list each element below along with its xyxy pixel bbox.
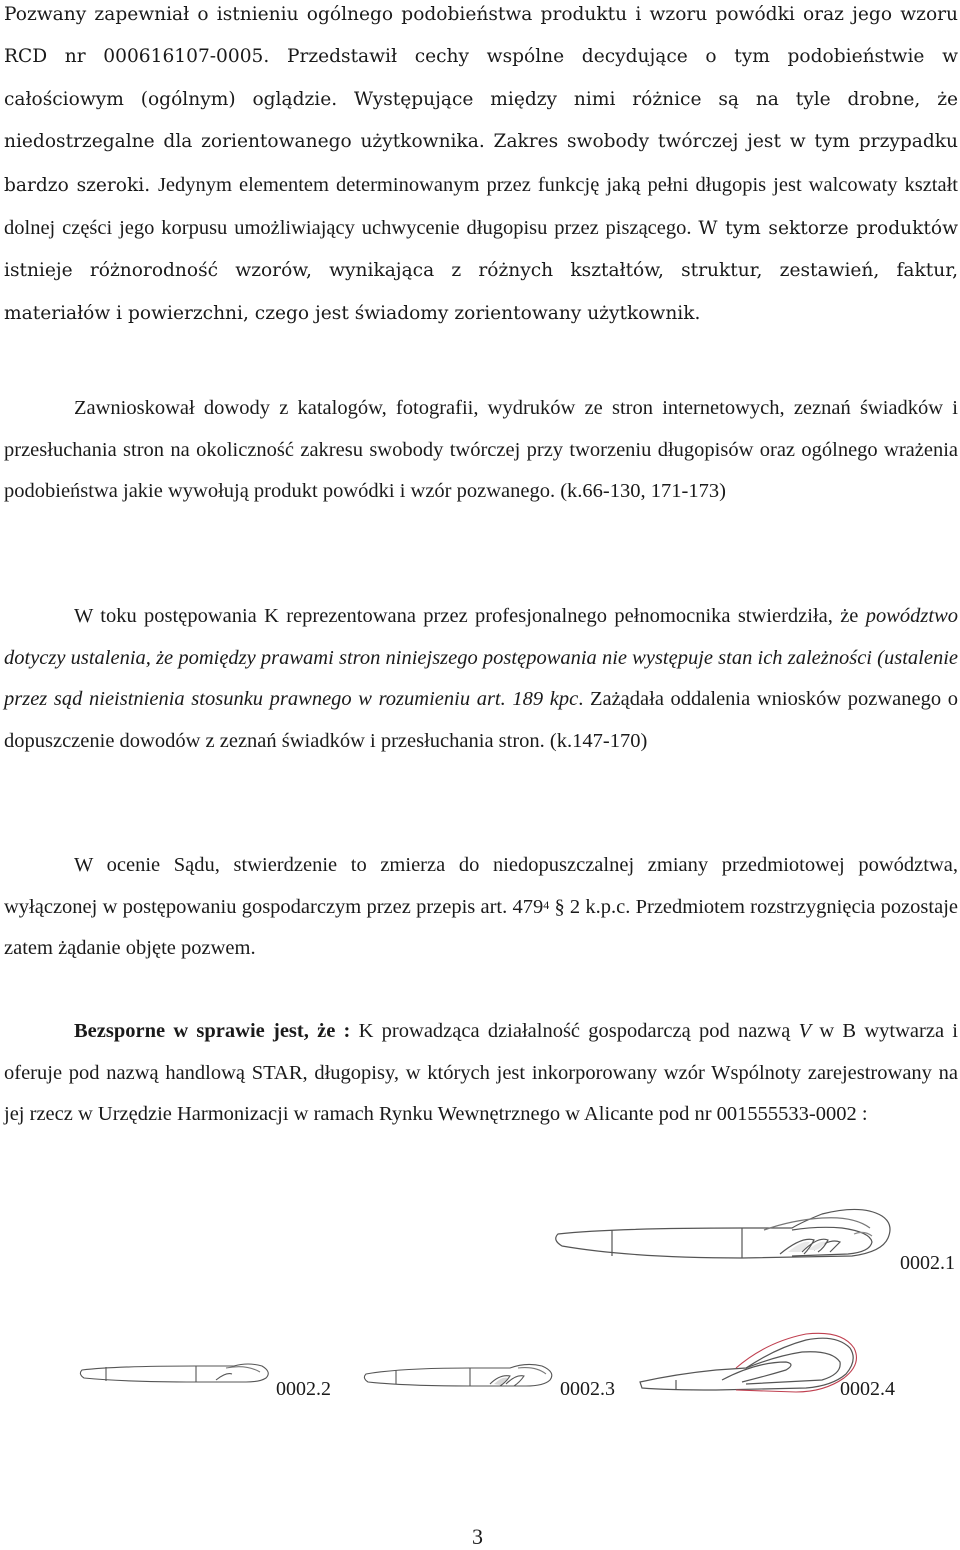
italic-name: V — [798, 1020, 812, 1042]
paragraph-part: W toku postępowania K reprezentowana przez profesjonalnego pełnomocnika stwierdziła, że — [74, 605, 866, 627]
figure-label: 0002.4 — [840, 1378, 895, 1400]
paragraph-part: W tym sektorze produktów istnieje różnorodność wzorów, wynikająca z różnych kształtów, struktur, zestawień, faktur, materiałów i powierzchni, czego jest świadomy zorientowany użytkownik. — [4, 218, 958, 324]
paragraph-part: w B wytwarza i oferuje pod nazwą handlową STAR, długopisy, w których jest inkorporowany wzór Wspólnoty zarejestrowany na jej rzecz w Urzędzie Harmonizacji w ramach Rynku Wewnętrznego w Alicante pod nr 001555533-0002 : — [4, 1020, 958, 1125]
superscript: 4 — [543, 897, 550, 912]
pen-drawing-0002-3 — [360, 1356, 560, 1396]
pen-drawing-0002-1 — [552, 1200, 932, 1292]
paragraph-part: . Zażądała oddalenia wniosków pozwanego o dopuszczenie dowodów z zeznań świadków i przesłuchania stron. (k.147-170) — [4, 688, 958, 752]
paragraph-part: K prowadząca działalność gospodarczą pod nazwą — [350, 1020, 799, 1042]
paragraph-defendant-claims — [4, 0, 958, 335]
figure-label: 0002.2 — [276, 1378, 331, 1400]
paragraph-part: Pozwany zapewniał o istnieniu ogólnego podobieństwa produktu i wzoru powódki oraz jego wzoru RCD nr 000616107-0005. Przedstawił cechy wspólne decydujące o tym podobieństwie w całościowym (ogólnym) oglądzie. Występujące między nimi różnice są na tyle drobne, że niedostrzegalne dla zorientowanego użytkownika. Zakres swobody twórczej jest w tym przypadku bardzo szeroki. — [4, 4, 958, 196]
pen-drawing-0002-2 — [76, 1356, 276, 1390]
paragraph-court-assessment — [4, 845, 958, 970]
paragraph-part: § 2 k.p.c. Przedmiotem rozstrzygnięcia pozostaje zatem żądanie objęte pozwem. — [4, 895, 958, 959]
paragraph-plaintiff-position — [4, 596, 958, 762]
italic-quote: powództwo dotyczy ustalenia, że pomiędzy prawami stron niniejszego postępowania nie występuje stan ich zależności (ustalenie przez sąd nieistnienia stosunku prawnego w rozumieniu art. 189 kpc — [4, 605, 958, 710]
bold-lead: Bezsporne w sprawie jest, że : — [74, 1020, 351, 1042]
page-number: 3 — [472, 1524, 483, 1549]
figure-label: 0002.1 — [900, 1252, 955, 1274]
pen-drawing-0002-4 — [636, 1318, 862, 1400]
paragraph-part: Jedynym elementem determinowanym przez funkcję jaką pełni długopis jest walcowaty kształt dolnej części jego korpusu umożliwiający uchwycenie długopisu przez piszącego. — [4, 173, 958, 240]
paragraph-evidence-motion: Zawnioskował dowody z katalogów, fotografii, wydruków ze stron internetowych, zeznań świadków i przesłuchania stron na okoliczność zakresu swobody twórczej przy tworzeniu długopisów oraz ogólnego wrażenia podobieństwa jakie wywołują produkt powódki i wzór pozwanego. (k.66-130, 171-173) — [4, 397, 958, 502]
paragraph-undisputed-facts — [4, 1011, 958, 1136]
paragraph-part: W ocenie Sądu, stwierdzenie to zmierza do niedopuszczalnej zmiany przedmiotowej powództwa, wyłączonej w postępowaniu gospodarczym przez przepis art. 479 — [4, 854, 958, 918]
figure-label: 0002.3 — [560, 1378, 615, 1400]
